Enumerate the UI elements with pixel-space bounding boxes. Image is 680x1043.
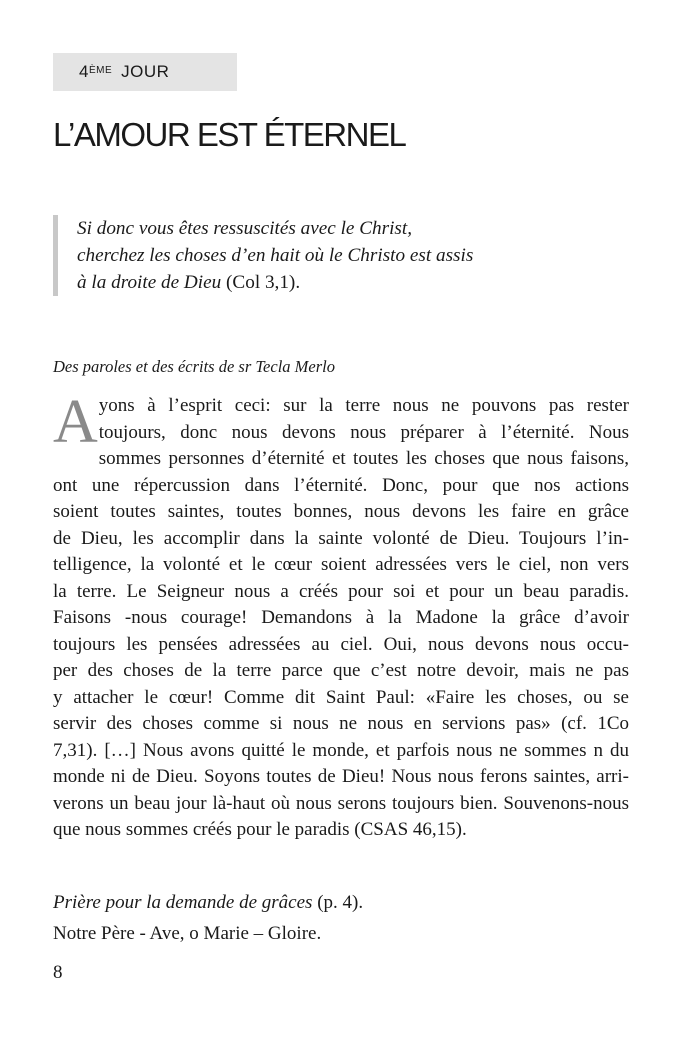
prayer-section bbox=[53, 887, 363, 949]
quote-reference: (Col 3,1). bbox=[226, 272, 301, 293]
prayer-reference: (p. 4). bbox=[317, 892, 364, 913]
body-line: servir des choses comme si nous ne nous en servions pas» (cf. 1Co bbox=[53, 713, 629, 734]
body-paragraph bbox=[53, 388, 629, 844]
quote-line-3-text: à la droite de Dieu bbox=[77, 272, 222, 293]
prayer-line-1 bbox=[53, 887, 363, 918]
body-line: la terre. Le Seigneur nous a créés pour soi et pour un beau paradis. bbox=[53, 580, 629, 602]
quote-line-1: Si donc vous êtes ressuscités avec le Christ, bbox=[77, 218, 413, 239]
body-line: toujours, donc nous devons nous préparer à l’éternité. Nous bbox=[98, 421, 629, 443]
quote-line-3 bbox=[77, 269, 593, 296]
body-line: ont une répercussion dans l’éternité. Donc, pour que nos actions bbox=[53, 474, 629, 496]
body-line: monde ni de Dieu. Soyons toutes de Dieu! Nous nous ferons saintes, arri- bbox=[53, 766, 629, 787]
body-line: sommes personnes d’éternité et toutes les choses que nous faisons, bbox=[98, 448, 629, 469]
scripture-quote bbox=[53, 215, 593, 296]
day-label bbox=[53, 53, 237, 91]
prayer-title: Prière pour la demande de grâces bbox=[53, 892, 313, 913]
body-line: verons un beau jour là-haut où nous serons toujours bien. Souvenons-nous bbox=[53, 792, 629, 814]
body-line: telligence, la volonté et le cœur soient adressées vers le ciel, non vers bbox=[53, 554, 629, 575]
drop-cap: A bbox=[53, 388, 98, 456]
page-number: 8 bbox=[53, 962, 63, 983]
quote-line-2: cherchez les choses d’en hait où le Christo est assis bbox=[77, 245, 474, 266]
body-line: soient toutes saintes, toutes bonnes, nous devons les faire en grâce bbox=[53, 501, 629, 522]
body-line: per des choses de la terre parce que c’est notre devoir, mais ne pas bbox=[53, 660, 629, 681]
body-line: Faisons -nous courage! Demandons à la Madone la grâce d’avoir bbox=[53, 607, 629, 628]
body-line: toujours les pensées adressées au ciel. Oui, nous devons nous occu- bbox=[53, 633, 629, 655]
body-line: que nous sommes créés pour le paradis (CSAS 46,15). bbox=[53, 819, 467, 840]
day-suffix: ÈME bbox=[88, 64, 113, 76]
chapter-title: L’AMOUR EST ÉTERNEL bbox=[53, 116, 406, 153]
day-word: JOUR bbox=[121, 62, 170, 81]
prayer-line-2: Notre Père - Ave, o Marie – Gloire. bbox=[53, 923, 322, 944]
body-line: de Dieu, les accomplir dans la sainte volonté de Dieu. Toujours l’in- bbox=[53, 527, 629, 549]
day-number: 4 bbox=[79, 62, 89, 81]
body-line: y attacher le cœur! Comme dit Saint Paul: «Faire les choses, ou se bbox=[53, 686, 629, 708]
body-line: yons à l’esprit ceci: sur la terre nous ne pouvons pas rester bbox=[98, 395, 629, 416]
body-line: 7,31). […] Nous avons quitté le monde, et parfois nous ne sommes n du bbox=[53, 739, 629, 761]
source-heading: Des paroles et des écrits de sr Tecla Merlo bbox=[53, 357, 335, 376]
